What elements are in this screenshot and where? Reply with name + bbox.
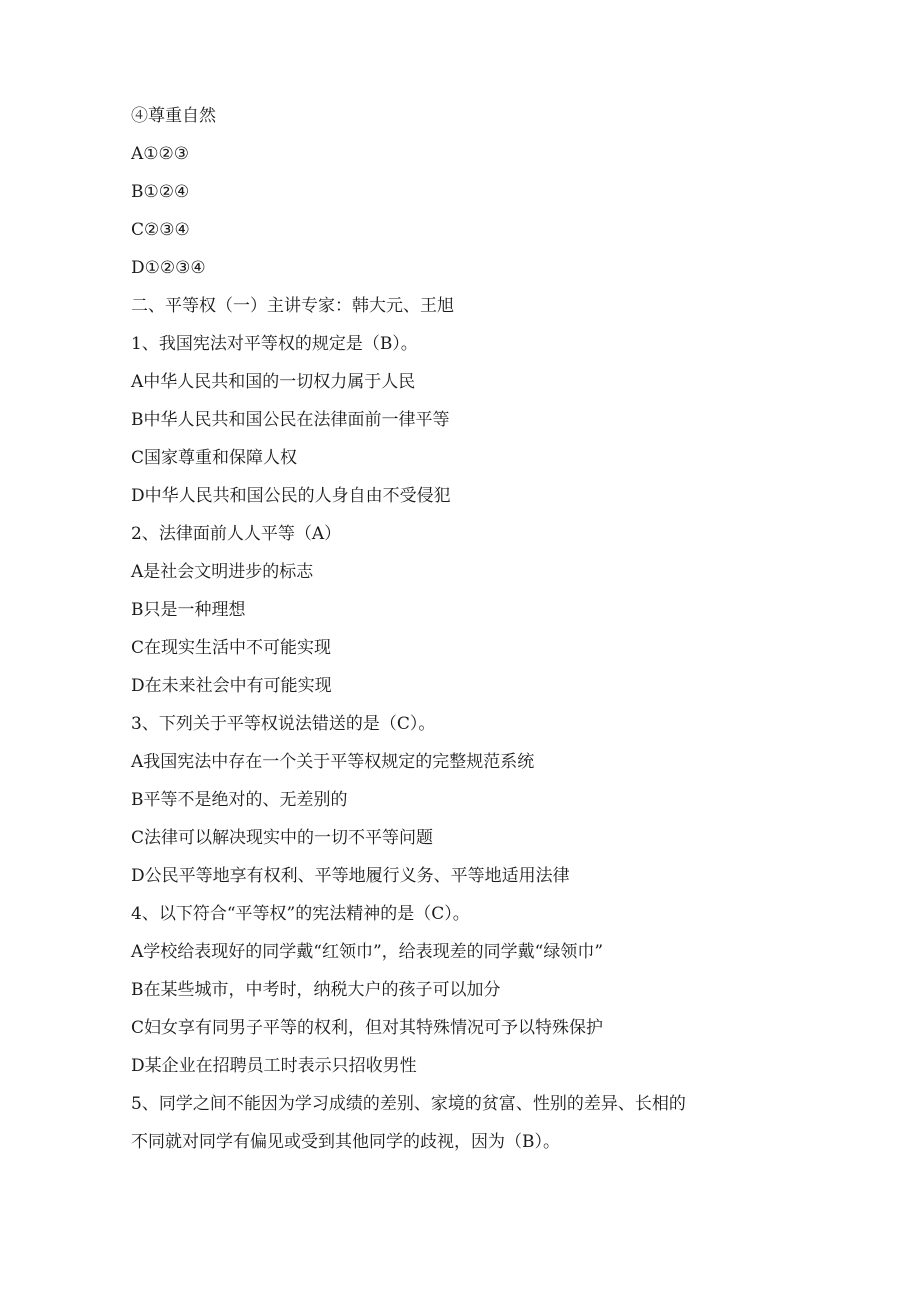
option-line: A是社会文明进步的标志 [131, 562, 314, 582]
option-line: C妇女享有同男子平等的权利，但对其特殊情况可予以特殊保护 [131, 1018, 604, 1038]
option-line: D①②③④ [131, 258, 206, 278]
option-line: A学校给表现好的同学戴“红领巾”，给表现差的同学戴“绿领巾” [131, 942, 604, 962]
question-5-continued: 不同就对同学有偏见或受到其他同学的歧视，因为（B）。 [131, 1132, 560, 1152]
option-line: B平等不是绝对的、无差别的 [131, 790, 348, 810]
section-heading: 二、平等权（一）主讲专家：韩大元、王旭 [131, 296, 454, 316]
option-line: D在未来社会中有可能实现 [131, 676, 332, 696]
question-4: 4、以下符合“平等权”的宪法精神的是（C）。 [131, 904, 470, 924]
question-2: 2、法律面前人人平等（A） [131, 524, 342, 544]
question-1: 1、我国宪法对平等权的规定是（B）。 [131, 334, 418, 354]
option-line: C法律可以解决现实中的一切不平等问题 [131, 828, 434, 848]
option-line: B中华人民共和国公民在法律面前一律平等 [131, 410, 450, 430]
option-line: B只是一种理想 [131, 600, 246, 620]
option-line: B①②④ [131, 182, 190, 202]
question-5: 5、同学之间不能因为学习成绩的差别、家境的贫富、性别的差异、长相的 [131, 1094, 686, 1114]
option-line: C国家尊重和保障人权 [131, 448, 298, 468]
option-line: A中华人民共和国的一切权力属于人民 [131, 372, 416, 392]
question-3: 3、下列关于平等权说法错送的是（C）。 [131, 714, 436, 734]
option-line: B在某些城市，中考时，纳税大户的孩子可以加分 [131, 980, 501, 1000]
option-line: C②③④ [131, 220, 190, 240]
option-line: A①②③ [131, 144, 189, 164]
option-line: D某企业在招聘员工时表示只招收男性 [131, 1056, 417, 1076]
option-line: C在现实生活中不可能实现 [131, 638, 332, 658]
option-line: A我国宪法中存在一个关于平等权规定的完整规范系统 [131, 752, 535, 772]
option-line: ④尊重自然 [131, 106, 216, 126]
option-line: D公民平等地享有权利、平等地履行义务、平等地适用法律 [131, 866, 570, 886]
option-line: D中华人民共和国公民的人身自由不受侵犯 [131, 486, 451, 506]
